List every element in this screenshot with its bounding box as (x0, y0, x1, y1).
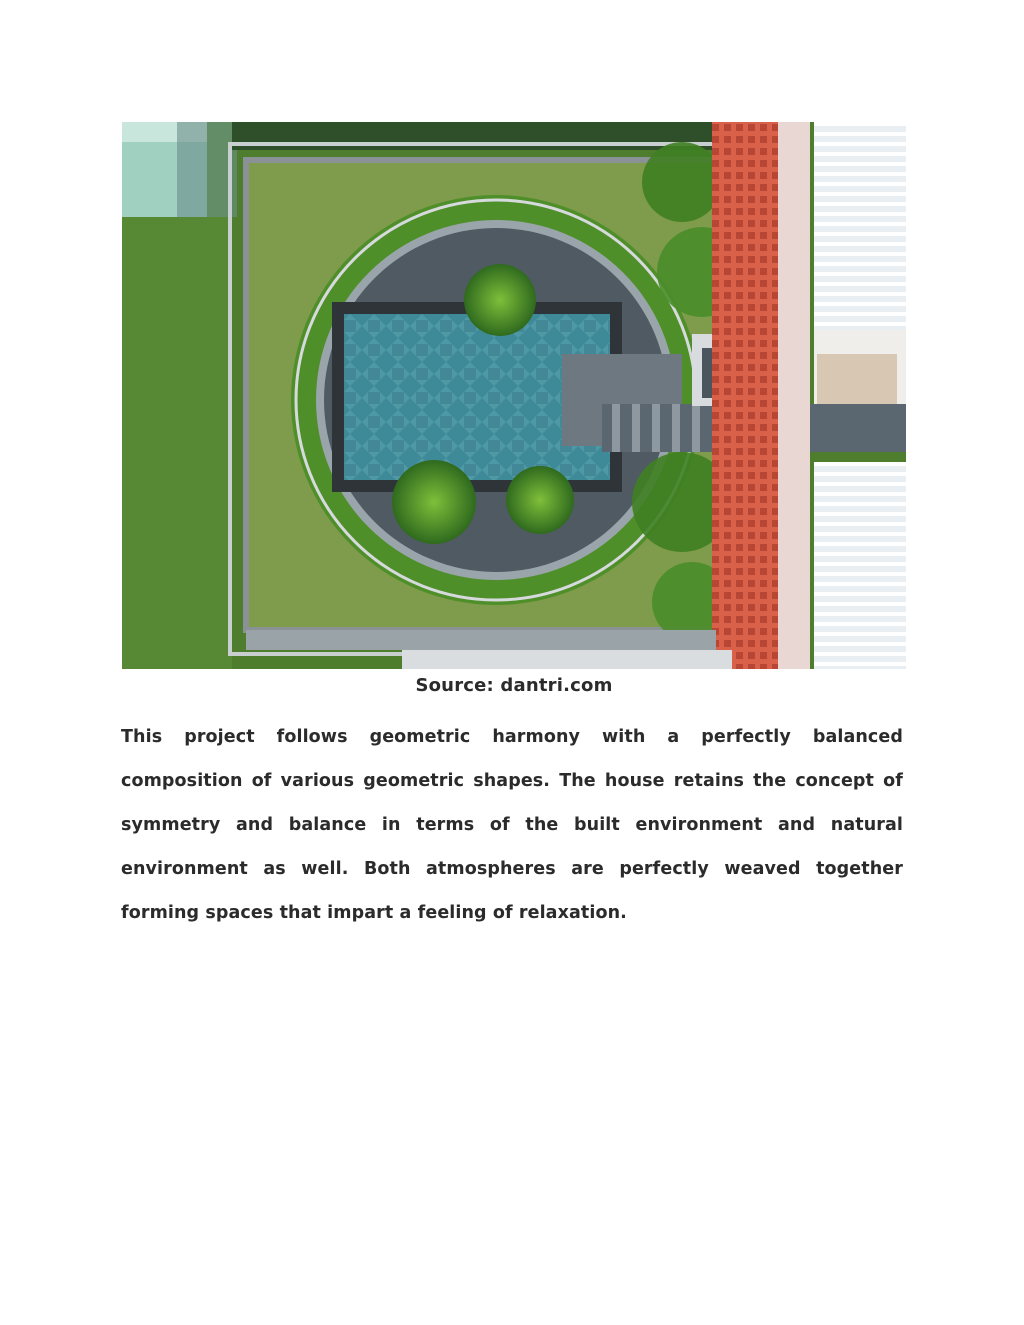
aerial-photo (122, 122, 906, 669)
balcony-railing-bottom (814, 462, 906, 669)
brick-screen (712, 122, 778, 669)
tree-left (392, 460, 476, 544)
aerial-photo-illustration (122, 122, 906, 669)
tree-right (506, 466, 574, 534)
tree-top (464, 264, 536, 336)
image-caption: Source: dantri.com (415, 675, 613, 696)
balcony-railing-top (814, 122, 906, 330)
body-paragraph: This project follows geometric harmony with a perfectly balanced composition of various geometric shapes. The house retains the concept of symmetry and balance in terms of the built environment and natural environment as well. Both atmospheres are perfectly weaved together forming spaces that impart a feeling of relaxation. (121, 727, 903, 923)
